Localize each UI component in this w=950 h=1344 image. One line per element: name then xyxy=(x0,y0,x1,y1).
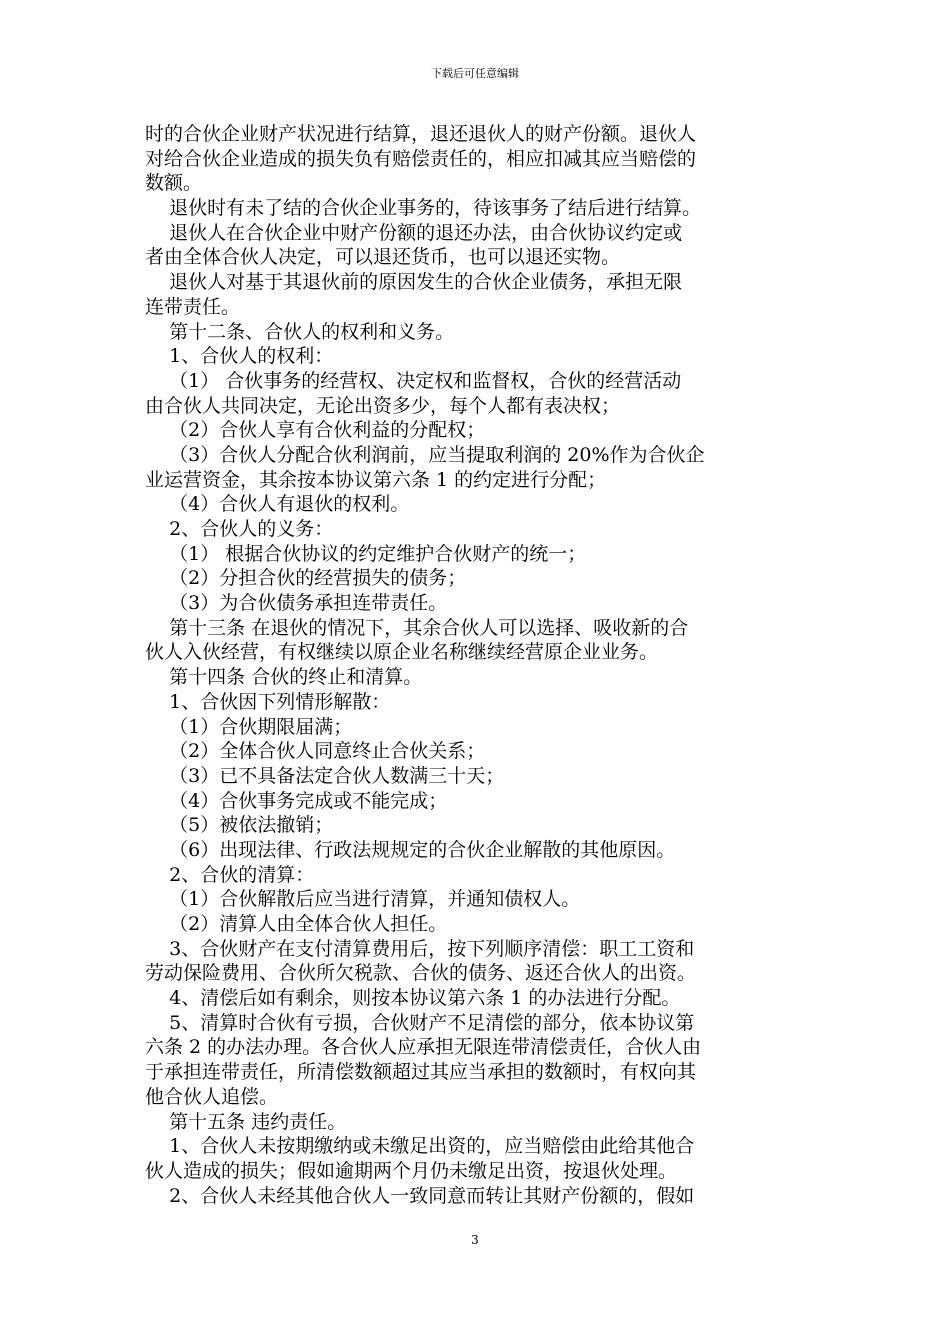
text-line: 1、合伙人未按期缴纳或未缴足出资的，应当赔偿由此给其他合 xyxy=(145,1135,695,1158)
text-line: 1、合伙人的权利： xyxy=(145,345,334,368)
text-line: 于承担连带责任，所清偿数额超过其应当承担的数额时，有权向其 xyxy=(145,1061,697,1084)
text-line: 3、合伙财产在支付清算费用后，按下列顺序清偿：职工工资和 xyxy=(145,937,695,960)
text-line: 第十四条 合伙的终止和清算。 xyxy=(145,666,423,689)
text-line: 2、合伙的清算： xyxy=(145,863,315,886)
text-line: （2）分担合伙的经营损失的债务； xyxy=(145,567,467,590)
text-line: 六条 2 的办法办理。各合伙人应承担无限连带清偿责任，合伙人由 xyxy=(145,1036,702,1059)
text-line: 退伙时有未了结的合伙企业事务的，待该事务了结后进行结算。 xyxy=(145,197,702,220)
page-number: 3 xyxy=(471,1233,479,1247)
text-line: 时的合伙企业财产状况进行结算，退还退伙人的财产份额。退伙人 xyxy=(145,123,697,145)
text-line: 第十三条 在退伙的情况下，其余合伙人可以选择、吸收新的合 xyxy=(145,616,689,639)
text-line: 业运营资金，其余按本协议第六条 1 的约定进行分配； xyxy=(145,468,607,491)
text-line: 1、合伙因下列情形解散： xyxy=(145,690,391,713)
text-line: 伙人造成的损失；假如逾期两个月仍未缴足出资，按退伙处理。 xyxy=(145,1159,678,1182)
text-line: 者由全体合伙人决定，可以退还货币，也可以退还实物。 xyxy=(145,246,621,269)
text-line: （2）清算人由全体合伙人担任。 xyxy=(145,913,448,935)
text-line: （1）合伙期限届满； xyxy=(145,715,353,738)
text-line: 2、合伙人的义务： xyxy=(145,518,334,540)
text-line: （5）被依法撤销； xyxy=(145,814,334,837)
text-line: 由合伙人共同决定，无论出资多少，每个人都有表决权； xyxy=(145,394,621,417)
text-line: 4、清偿后如有剩余，则按本协议第六条 1 的办法进行分配。 xyxy=(145,987,681,1010)
text-line: 连带责任。 xyxy=(145,295,241,318)
text-line: （1） 合伙事务的经营权、决定权和监督权，合伙的经营活动 xyxy=(145,369,682,392)
text-line: （3）为合伙债务承担连带责任。 xyxy=(145,592,448,615)
text-line: 劳动保险费用、合伙所欠税款、合伙的债务、返还合伙人的出资。 xyxy=(145,962,697,985)
document-body xyxy=(145,122,808,1208)
text-line: （3）已不具备法定合伙人数满三十天； xyxy=(145,764,505,787)
text-line: （3）合伙人分配合伙利润前，应当提取利润的 20%作为合伙企 xyxy=(145,443,705,466)
text-line: （2）全体合伙人同意终止合伙关系； xyxy=(145,740,486,763)
text-line: （6）出现法律、行政法规规定的合伙企业解散的其他原因。 xyxy=(145,838,676,861)
page-header: 下载后可任意编辑 xyxy=(431,67,519,80)
text-line: （2）合伙人享有合伙利益的分配权； xyxy=(145,419,486,442)
text-line: 对给合伙企业造成的损失负有赔偿责任的，相应扣减其应当赔偿的 xyxy=(145,147,697,170)
text-line: （4）合伙人有退伙的权利。 xyxy=(145,493,410,516)
text-line: 2、合伙人未经其他合伙人一致同意而转让其财产份额的，假如 xyxy=(145,1184,695,1207)
text-line: 退伙人在合伙企业中财产份额的退还办法，由合伙协议约定或 xyxy=(145,221,683,244)
text-line: 数额。 xyxy=(145,172,203,195)
text-line: （1） 根据合伙协议的约定维护合伙财产的统一； xyxy=(145,542,587,565)
text-line: 伙人入伙经营，有权继续以原企业名称继续经营原企业业务。 xyxy=(145,641,659,664)
text-line: 第十二条、合伙人的权利和义务。 xyxy=(145,320,455,343)
text-line: 第十五条 违约责任。 xyxy=(145,1110,347,1133)
text-line: （1）合伙解散后应当进行清算，并通知债权人。 xyxy=(145,888,581,911)
text-line: （4）合伙事务完成或不能完成； xyxy=(145,789,448,812)
text-line: 他合伙人追偿。 xyxy=(145,1085,279,1108)
text-line: 退伙人对基于其退伙前的原因发生的合伙企业债务，承担无限 xyxy=(145,271,683,294)
text-line: 5、清算时合伙有亏损，合伙财产不足清偿的部分，依本协议第 xyxy=(145,1011,695,1034)
